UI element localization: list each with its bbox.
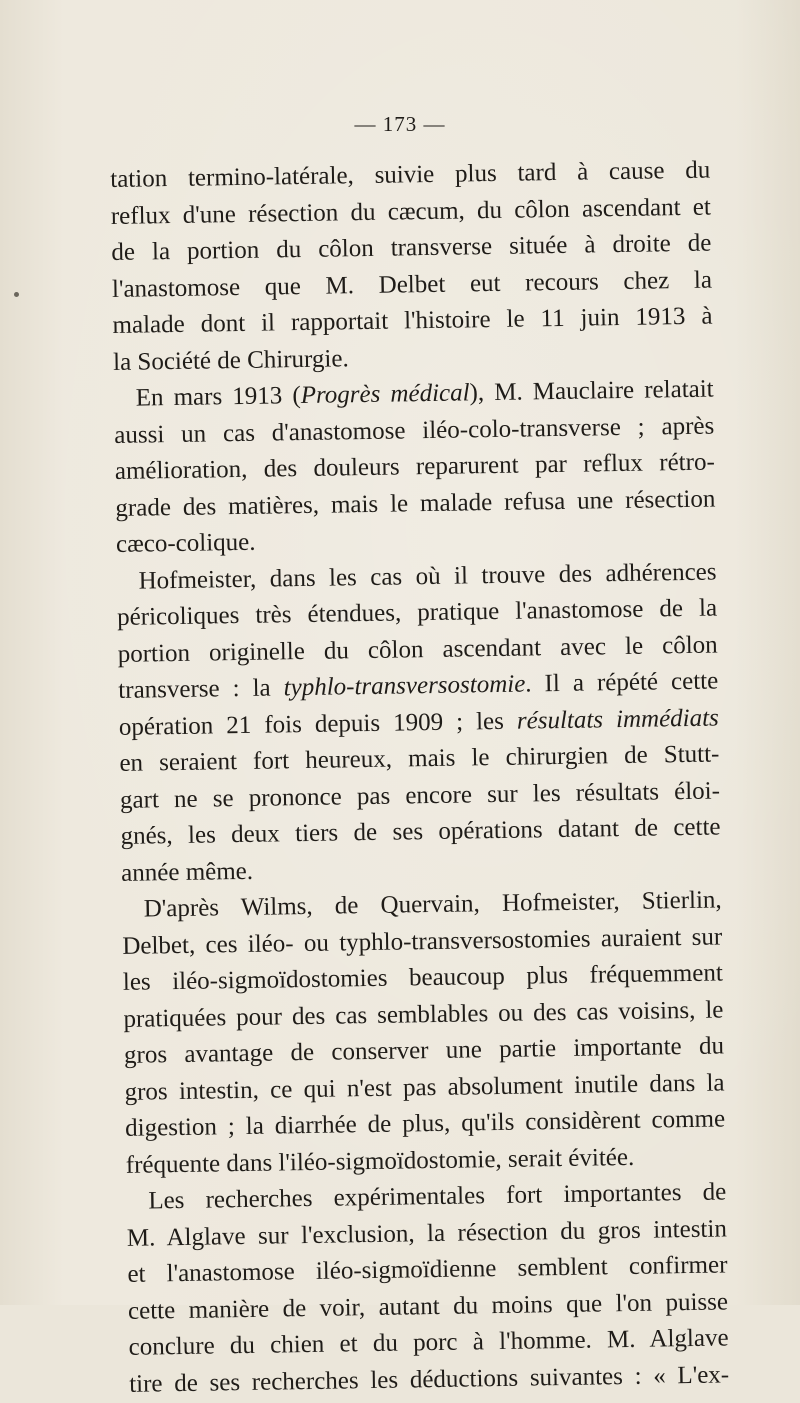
text-line: portion originelle du côlon ascendant avec le côlon (117, 627, 717, 673)
text-run: opération 21 fois depuis 1909 ; les (119, 707, 517, 740)
text-line: gnés, les deux tiers de ses opérations datant de cette (120, 809, 720, 855)
italic-run: Progrès médical (300, 379, 469, 409)
text-line: amélioration, des douleurs reparurent par reflux rétro- (115, 445, 715, 491)
text-line: tire de ses recherches les déductions suivantes : « L'ex- (129, 1357, 729, 1403)
text-run: . Il a répété cette (525, 668, 718, 698)
text-line: péricoliques très étendues, pratique l'anastomose de la (117, 591, 717, 637)
text-line: reflux d'une résection du cæcum, du côlon ascendant et (111, 189, 711, 235)
text-line: pratiquées pour des cas semblables ou des cas voisins, le (123, 992, 723, 1038)
text-line: tation termino-latérale, suivie plus tard à cause du (110, 153, 710, 199)
text-line: de la portion du côlon transverse située à droite de (111, 226, 711, 272)
italic-run: typhlo-transversostomie (283, 671, 525, 702)
text-line: fréquente dans l'iléo-sigmoïdostomie, serait évitée. (125, 1138, 725, 1184)
text-line: et l'anastomose iléo-sigmoïdienne semblent confirmer (127, 1247, 727, 1293)
page-number: — 173 — (0, 112, 800, 137)
italic-run: résultats immédiats (517, 704, 719, 734)
text-line: grade des matières, mais le malade refusa une résection (115, 481, 715, 527)
text-line: la Société de Chirurgie. (113, 335, 713, 381)
text-line: D'après Wilms, de Quervain, Hofmeister, Stierlin, (121, 882, 721, 928)
text-line: Les recherches expérimentales fort importantes de (126, 1174, 726, 1220)
text-line: en seraient fort heureux, mais le chirurgien de Stutt- (119, 737, 719, 783)
text-line: gros avantage de conserver une partie importante du (124, 1028, 724, 1074)
text-line: Delbet, ces iléo- ou typhlo-transversostomies auraient sur (122, 919, 722, 965)
text-line: cette manière de voir, autant du moins que l'on puisse (128, 1284, 728, 1330)
text-run: ), M. Mauclaire relatait (469, 376, 714, 407)
text-run: En mars 1913 ( (136, 382, 301, 412)
text-line: aussi un cas d'anastomose iléo-colo-transverse ; après (114, 408, 714, 454)
text-line: conclure du chien et du porc à l'homme. M. Alglave (128, 1320, 728, 1366)
margin-mark (14, 292, 19, 297)
text-line: gart ne se prononce pas encore sur les résultats éloi- (120, 773, 720, 819)
text-line: l'anastomose que M. Delbet eut recours chez la (112, 262, 712, 308)
body-text (110, 153, 729, 1403)
text-line: M. Alglave sur l'exclusion, la résection du gros intestin (127, 1211, 727, 1257)
text-run: transverse : la (118, 674, 284, 704)
text-line: gros intestin, ce qui n'est pas absolument inutile dans la (124, 1065, 724, 1111)
text-line: les iléo-sigmoïdostomies beaucoup plus fréquemment (123, 955, 723, 1001)
text-line: cæco-colique. (116, 518, 716, 564)
text-line: année même. (121, 846, 721, 892)
text-line: Hofmeister, dans les cas où il trouve des adhérences (116, 554, 716, 600)
text-line: malade dont il rapportait l'histoire le 11 juin 1913 à (112, 299, 712, 345)
text-line: digestion ; la diarrhée de plus, qu'ils considèrent comme (125, 1101, 725, 1147)
